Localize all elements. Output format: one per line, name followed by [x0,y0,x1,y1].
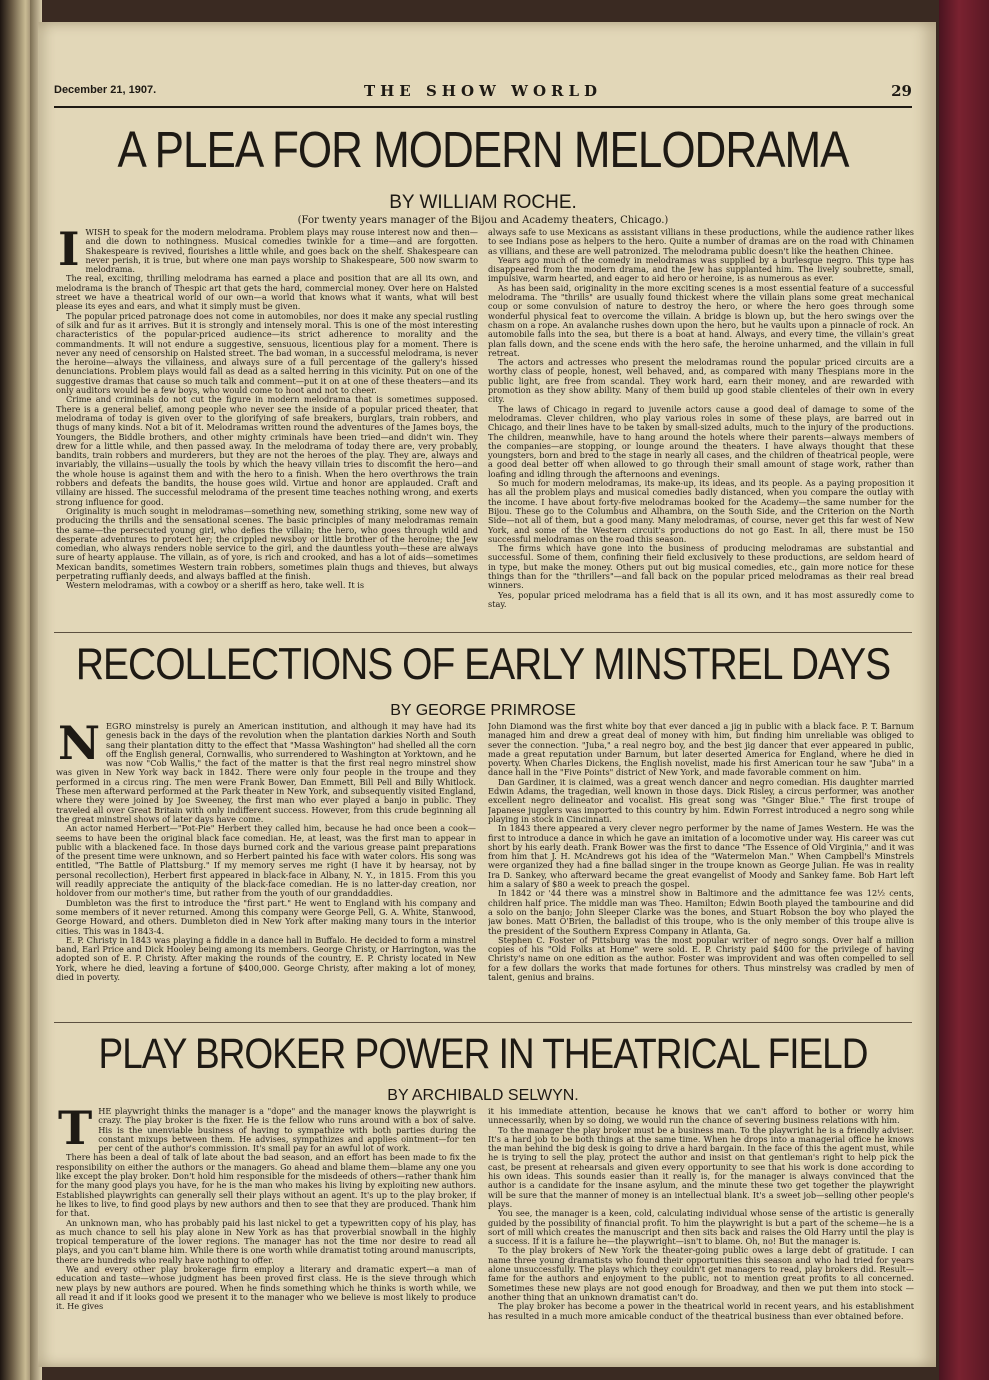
paragraph: Dan Gardiner, it is claimed, was a great wench dancer and negro comedian. His daughter married Edwin Adams, the tragedian, well known in those days. Dick Risley, a circus performer, was another excellent negro delineator and vocalist. His great song was "Ginger Blue." The first troupe of Japanese jugglers was imported to this country by him. Edwin Forrest introduced a negro song while playing in stock in Cincinnati. [488,776,914,824]
paragraph: You see, the manager is a keen, cold, calculating individual whose sense of the artistic is generally guided by the possibility of financial profit. To him the playwright is but a part of the scheme—he is a sort of mill which creates the manuscript and then sits back and raises the Old Harry until the play is a success. If it is a failure he—the playwright—isn't to blame. Oh, no! But the manager is. [488,1208,914,1247]
article-column-left [56,1107,476,1357]
paragraph: Years ago much of the comedy in melodramas was supplied by a burlesque negro. This type has disappeared from the modern drama, and the Jew has supplanted him. The lively soubrette, small, impulsive, warm hearted, and eager to aid hero or heroine, is as numerous as ever. [488,254,914,284]
paragraph: Stephen C. Foster of Pittsburg was the most popular writer of negro songs. Over half a million copies of his "Old Folks at Home" were sold. E. P. Christy paid $400 for the privilege of having Christy's name on one edition as the author. Foster was improvident and was often compelled to sell for a few dollars the works that made fortunes for others. Thus minstrelsy was cradled by men of talent, genius and brains. [488,934,914,983]
paragraph: We and every other play brokerage firm employ a literary and dramatic expert—a man of education and taste—whose judgment has been proved first class. He is the sieve through which new plays by new authors are poured. When he finds something which he thinks is worth while, we all read it and if it looks good we present it to the manager who we believe is most likely to produce it. He gives [56,1264,476,1312]
article-note: (For twenty years manager of the Bijou and Academy theaters, Chicago.) [297,215,669,226]
paragraph: An unknown man, who has probably paid his last nickel to get a typewritten copy of his play, has as much chance to sell his play alone in New York as has that proverbial snowball in the highly tropical temperature of the lower regions. The manager has not the time nor desire to read all plays, and you can't blame him. While there is one worth while dramatist toting around manuscripts, there are hundreds who really have nothing to offer. [56,1217,476,1265]
paragraph: HE playwright thinks the manager is a "dope" and the manager knows the playwright is crazy. The play broker is the fixer. He is the fellow who runs around with a box of salve. His is the unenviable business of having to sympathize with both parties during the constant mixups between them. He advises, sympathizes and applies ointment—for ten per cent of the author's commission. It's small pay for an awful lot of work. [98,1107,476,1154]
paragraph: As has been said, originality in the more exciting scenes is a most essential feature of a successful melodrama. The "thrills" are usually found thickest where the villain plans some great mechanical coup or some convulsion of nature to destroy the hero, or where the hero goes through some wonderful physical feat to overcome the villain. A bridge is blown up, but the hero swings over the chasm on a rope. An avalanche rushes down upon the hero, but he vaults upon a pinnacle of rock. An automobile falls into the sea, but there is a boat at hand. Always, and every time, the villain's great plan falls down, and the scene ends with the hero safe, the heroine unharmed, and the villain in full retreat. [488,282,914,358]
paragraph: To the manager the play broker must be a business man. To the playwright he is a friendly adviser. It's a hard job to be both things at the same time. When he drops into a managerial office he knows the man behind the big desk is going to drive a hard bargain. In the face of this the agent must, while he is trying to sell the play, protect the author and insist on that gentleman's right to help pick the cast, be present at rehearsals and given every opportunity to see that his work is done according to his own ideas. This sounds easier than it really is, for the manager is always convinced that the author is a candidate for the insane asylum, and the minute these two get together the playwright will be sure that the manner of money is an intellectual blank. It's a sweet job—selling other people's plays. [488,1124,914,1209]
paragraph: The actors and actresses who present the melodramas round the popular priced circuits are a worthy class of people, honest, well behaved, and, as compared with many Thespians more in the public light, are free from scandal. They work hard, earn their money, and are rewarded with promotion as they show ability. Many of them build up good stable clienteles of their own in every city. [488,357,914,405]
section-divider [54,632,912,633]
newspaper-page [38,22,936,1367]
paragraph: There has been a deal of talk of late about the bad season, and an effort has been made to fix the responsibility on either the authors or the managers. Go ahead and blame them—blame any one you like except the play broker. Don't hold him responsible for the misdeeds of others—rather thank him for the many good plays you have, for he is the man who makes his living by exploiting new authors. Established playwrights can generally sell their plays without an agent. It's up to the play broker, if he likes to live, to find good plays by new authors and then to see that they are produced. Thank him for that. [56,1152,476,1219]
article-byline: BY GEORGE PRIMROSE [390,702,576,719]
header-rule [54,106,912,108]
article-column-right [488,1107,914,1357]
book-binding [0,0,30,1380]
section-divider [54,1022,912,1023]
paragraph: So much for modern melodramas, its make-up, its ideas, and its people. As a paying proposition it has all the problem plays and musical comedies badly distanced, when you compare the outlay with the income. I have about forty-five melodramas booked for the Academy—the same number for the Bijou. These go to the Columbus and Alhambra, on the South Side, and the Criterion on the North Side—not all of them, but a good many. Many melodramas, of course, never get this far west of New York, and some of the Western circuit's productions do not go East. In all, there must be 150 successful melodramas on the road this season. [488,478,914,544]
paragraph: Yes, popular priced melodrama has a field that is all its own, and it has most assuredly come to stay. [488,589,914,609]
book-spine [939,0,989,1380]
paragraph: In 1842 or '44 there was a minstrel show in Baltimore and the admittance fee was 12½ cents, children half price. The middle man was Theo. Hamilton; Edwin Booth played the tambourine and did a solo on the banjo; John Sleeper Clarke was the bones, and Stuart Robson the boy who played the jaw bones. Matt O'Brien, the balladist of this troupe, who is the only member of this troupe alive is the president of the Southern Express Company in Atlanta, Ga. [488,888,914,936]
drop-cap: N [58,722,101,770]
paragraph: John Diamond was the first white boy that ever danced a jig in public with a black face. P. T. Barnum managed him and drew a great deal of money with him, but finding him unreliable was obliged to sever the connection. "Juba," a real negro boy, and the best jig dancer that ever appeared in public, made a great reputation under Barnum, but later deserted America for England, where he died in poverty. When Charles Dickens, the English novelist, made his first American tour he saw "Juba" in a dance hall in the "Five Points" district of New York, and made favorable comment on him. [488,722,914,778]
paragraph: The laws of Chicago in regard to juvenile actors cause a good deal of damage to some of the melodramas. Clever children, who play various roles in some of these plays, are barred out in Chicago, and their lines have to be taken by small-sized adults, much to the injury of the productions. The children, meanwhile, have to hang around the hotels where their parents—always members of the companies—are stopping, or lounge around the theaters. I have always thought that these youngsters, born and bred to the stage in nearly all cases, and the children of theatrical people, were a good deal better off when allowed to go through their small amount of stage work, rather than loafing and idling through the afternoons and evenings. [488,403,914,479]
paragraph: Dumbleton was the first to introduce the "first part." He went to England with his company and some members of it never returned. Among this company were George Pell, G. A. White, Stanwood, George Howard, and others. Dumbleton died in New York after making many tours in the interior cities. This was in 1843-4. [56,897,476,936]
paragraph: Western melodramas, with a cowboy or a sheriff as hero, take well. It is [66,580,365,591]
article-byline: BY WILLIAM ROCHE. [389,192,577,213]
page-header [54,84,912,102]
masthead: THE SHOW WORLD [363,82,603,100]
paragraph: In 1843 there appeared a very clever negro performer by the name of James Western. He was the first to introduce a dance in which he gave an imitation of a locomotive under way. His career was cut short by his early death. Frank Bower was the first to dance "The Essence of Old Virginia," and it was from him that J. H. McAndrews got his idea of the "Watermelon Man." When Campbell's Minstrels were organized they had a fine ballad singer in the troupe known as George Julian. He was in reality Ira D. Sankey, who afterward became the great evangelist of Moody and Sankey fame. Bob Hart left him a salary of $80 a week to preach the gospel. [488,823,914,890]
paragraph: E. P. Christy in 1843 was playing a fiddle in a dance hall in Buffalo. He decided to form a minstrel band, Earl Price and Dick Hooley being among its members. George Christy, or Harrington, was the adopted son of E. P. Christy. After making the rounds of the country, E. P. Christy located in New York, where he died, leaving a fortune of $400,000. George Christy, after making a lot of money, died in poverty. [56,934,476,983]
issue-date: December 21, 1907. [54,84,157,96]
paragraph: Crime and criminals do not cut the figure in modern melodrama that is sometimes supposed. There is a general belief, among people who never see the inside of a popular priced theater, that melodrama of today is given over to the glorifying of safe breakers, burglars, train robbers, and thugs of many kinds. Not a bit of it. Melodramas written round the adventures of the James boys, the Youngers, the Biddle brothers, and other mighty criminals have been tried—and didn't win. They drew for a little while, and then passed away. In the melodrama of today there are, very probably, bandits, train robbers and murderers, but they are not the heroes of the play. They are, always and invariably, the villains—usually the tools by which the heavy villain tries to discomfit the hero—and the whole house is against them and with the hero to a finish. When the hero overthrows the train robbers and defeats the bandits, the house goes wild. Virtue and honor are applauded. Craft and villainy are hissed. The successful melodrama of the present time teaches nothing wrong, and exerts strong influence for good. [56,394,478,507]
article-title: A PLEA FOR MODERN MELODRAMA [117,122,849,179]
article-byline: BY ARCHIBALD SELWYN. [387,1087,579,1104]
article-column-right [488,228,914,628]
article-column-left [56,722,476,1032]
paragraph: The popular priced patronage does not come in automobiles, nor does it make any special rustling of silk and fur as it arrives. But it is strongly and intensely moral. This is one of the most interesting characteristics of the popular-priced audience—its strict adherence to morality and the commandments. It will not endure a suggestive, sensuous, licentious play for a moment. There is never any need of censorship on Halsted street. The bad woman, in a successful melodrama, is never the heroine—always the villainess, and always sure of a full percentage of the gallery's hissed denunciations. Problem plays would fall as dead as a salted herring in this vicinity. Put on one of the suggestive dramas that cause so much talk and comment—put it on at one of these theaters—and its only auditors would be a few boys, who would come to hoot and not to cheer. [56,310,478,396]
paragraph: Originality is much sought in melodramas—something new, something striking, some new way of producing the thrills and the sensational scenes. The basic principles of many melodramas remain the same—the persecuted young girl, who defies the villain; the hero, who goes through wild and desperate adventures to protect her; the crippled newsboy or little brother of the heroine; the Jew comedian, who always renders noble service to the girl, and the dauntless youth—these are always sure of hearty applause. The villain, as of yore, is rich and crooked, and has a lot of aids—sometimes Mexican bandits, sometimes Western train robbers, sometimes plain thugs and thieves, but always perpetrating ruffianly deeds, and always baffled at the finish. [56,505,478,581]
paragraph: WISH to speak for the modern melodrama. Problem plays may rouse interest now and then—and die down to nothingness. Musical comedies twinkle for a time—and are forgotten. Shakespeare is revived, flourishes a little while, and goes back on the shelf. Shakespeare can never perish, it is true, but where one man pays worship to Shakespeare, 500 now swarm to melodrama. [85,228,478,275]
paragraph: The firms which have gone into the business of producing melodramas are substantial and successful. Some of them, confining their field exclusively to these productions, are seldom heard of in type, but make the money. Others put out big musical comedies, etc., gain more notice for these things than for the "thrillers"—and fall back on the popular priced melodramas as their real bread winners. [488,543,914,591]
paragraph: An actor named Herbert—"Pot-Pie" Herbert they called him, because he had once been a cook—seems to have been the original black face comedian. He, at least, was the first man to appear in public with a blackened face. In those days burned cork and the various grease paint preparations of the present time were unknown, and so Herbert painted his face with water colors. His song was entitled, "The Battle of Plattsburg." If my memory serves me right (I have it by hearsay, not by personal recollection), Herbert first appeared in black-face in Albany, N. Y., in 1815. From this you will readily appreciate the antiquity of the black-face comedian. He is no latter-day creation, nor holdover from our mother's time, but rather from the youth of our granddaddies. [56,823,476,899]
drop-cap: T [58,1107,93,1155]
article-column-right [488,722,914,1032]
article-title: PLAY BROKER POWER IN THEATRICAL FIELD [98,1030,868,1078]
paragraph: The real, exciting, thrilling melodrama has earned a place and position that are all its own, and melodrama is the branch of Thespic art that gets the hard, commercial money. Over here on Halsted street we have a theatrical world of our own—a world that knows what it wants, what will best please its eyes and ears, and what it simply must be given. [56,273,478,312]
paragraph: always safe to use Mexicans as assistant villians in these productions, while the audience rather likes to see Indians pose as helpers to the hero. Quite a number of dramas are on the road with Chinamen as villians, and these are well patronized. The melodrama public doesn't like the heathen Chinee. [488,228,914,256]
article-title: RECOLLECTIONS OF EARLY MINSTREL DAYS [75,640,891,690]
page-number: 29 [891,82,912,100]
article-column-left [56,228,478,628]
paragraph: The play broker has become a power in the theatrical world in recent years, and his establishment has resulted in a much more amicable conduct of the theatrical business than ever obtained before. [488,1301,914,1321]
paragraph: EGRO minstrelsy is purely an American institution, and although it may have had its genesis back in the days of the revolution when the plantation darkies North and South sang their plantation ditty to the effect that "Massa Washington" had shelled all the corn off the English general, Cornwallis, who surrendered to Washington at Yorktown, and he was now "Cob Wallis," the fact of the matter is that the first real negro minstrel show was given in New York way back in 1842. There were only four people in the troupe and they performed in a circus ring. The men were Frank Bower, Dan Emmett, Bill Pell and Billy Whitlock. These men afterward performed at the Park theater in New York, and subsequently visited England, where they were joined by Joe Sweeney, the first man who ever played a banjo in public. They traveled all over Great Britain with only indifferent success. However, from this crude beginning all the great minstrel shows of later days have come. [56,722,476,824]
paragraph: it his immediate attention, because he knows that we can't afford to bother or worry him unnecessarily, when by so doing, we would run the chance of severing business relations with him. [488,1107,914,1126]
drop-cap: I [58,228,80,276]
paragraph: To the play brokers of New York the theater-going public owes a large debt of gratitude. I can name three young dramatists who found their opportunities this season and who had tried for years alone unsuccessfully. The plays which they couldn't get managers to read, play brokers did. Result—fame for the authors and enjoyment to the public, not to mention great profits to all concerned. Sometimes these new plays are not good enough for Broadway, and then we put them into stock —another thing that an unknown dramatist can't do. [488,1245,914,1302]
